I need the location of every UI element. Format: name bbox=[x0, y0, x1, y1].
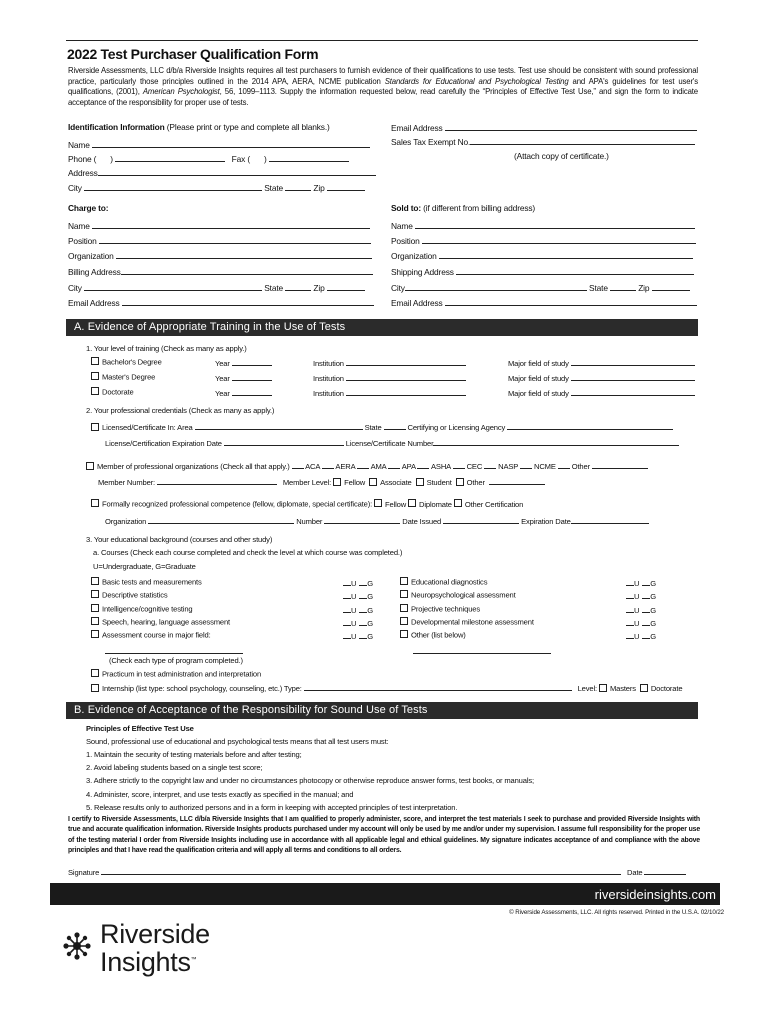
level-option[interactable]: Student bbox=[416, 478, 456, 487]
institution-field[interactable]: Institution bbox=[313, 372, 466, 383]
course-level[interactable]: U G bbox=[626, 577, 656, 588]
logo-wordmark: Riverside Insights™ bbox=[100, 919, 210, 977]
formal-option[interactable]: Other Certification bbox=[454, 500, 523, 509]
course-level[interactable]: U G bbox=[343, 630, 373, 641]
other-list-line[interactable] bbox=[413, 645, 551, 656]
charge-email-field[interactable]: Email Address bbox=[68, 297, 374, 308]
id-phone-field[interactable]: Phone ( ) Fax ( ) bbox=[68, 153, 349, 164]
checkbox[interactable] bbox=[454, 499, 462, 507]
charge-city-field[interactable]: City State Zip bbox=[68, 282, 365, 293]
certification-statement: I certify to Riverside Assessments, LLC d/b/a Riverside Insights that I am qualified to properly administer, score, and interpret the test materials I seek to purchase and provided Riverside Insights with true and accurate qualification information. Riverside Insights products purchased under my account will only be used by me and/or under my supervision. I assume full responsibility for the proper use of the testing material I order from Riverside Insights including use in accordance with all applicable legal and ethical guidelines. My signature indicates acceptance of and compliance with the above principles and that I have read the qualification criteria and will apply all terms and conditions to all orders. bbox=[68, 816, 700, 854]
checkbox[interactable] bbox=[86, 462, 94, 470]
copyright: © Riverside Assessments, LLC. All rights reserved. Printed in the U.S.A. 02/10/22 bbox=[509, 909, 724, 916]
course-level[interactable]: U G bbox=[626, 604, 656, 615]
course-item[interactable]: Other (list below) bbox=[400, 630, 466, 640]
org-option[interactable]: AMA bbox=[357, 462, 388, 471]
course-level[interactable]: U G bbox=[626, 590, 656, 601]
level-other-line[interactable] bbox=[489, 478, 545, 487]
principle-item: 5. Release results only to authorized persons and in a form in keeping with accepted principles of test interpretation. bbox=[86, 802, 458, 812]
member-orgs-field[interactable]: Member of professional organizations (Check all that apply.) ACA AERA AMA APA ASHA CEC NASP NCME Other bbox=[86, 460, 648, 471]
checkbox[interactable] bbox=[91, 387, 99, 395]
org-option[interactable]: NASP bbox=[484, 462, 520, 471]
assessment-major-line[interactable] bbox=[105, 645, 243, 656]
q3-label: 3. Your educational background (courses and other study) bbox=[86, 535, 273, 544]
member-number-field[interactable]: Member Number: Member Level: Fellow Associate Student Other bbox=[98, 476, 545, 487]
major-field[interactable]: Major field of study bbox=[508, 357, 695, 368]
checkbox[interactable] bbox=[408, 499, 416, 507]
course-item[interactable]: Basic tests and measurements bbox=[91, 577, 202, 587]
sold-organization-field[interactable]: Organization bbox=[391, 250, 693, 261]
form-title: 2022 Test Purchaser Qualification Form bbox=[67, 46, 319, 62]
id-email-field[interactable]: Email Address bbox=[391, 122, 697, 133]
principles-heading: Principles of Effective Test Use bbox=[86, 724, 194, 733]
checkbox[interactable] bbox=[91, 357, 99, 365]
checkbox[interactable] bbox=[400, 630, 408, 638]
checkbox[interactable] bbox=[91, 630, 99, 638]
major-field[interactable]: Major field of study bbox=[508, 387, 695, 398]
org-option[interactable]: NCME bbox=[520, 462, 558, 471]
checkbox[interactable] bbox=[400, 604, 408, 612]
expiration-field[interactable]: License/Certification Expiration Date License/Certificate Number bbox=[105, 437, 679, 448]
top-rule bbox=[66, 40, 698, 41]
intro-paragraph: Riverside Assessments, LLC d/b/a Riverside Insights requires all test purchasers to furnish evidence of their qualifications to use tests. Test use should be consistent with sound professional practice, particularly those principles outlined in the 2014 APA, AERA, NCME publication Standards for Educational and Psychological Testing and APA's guidelines for test user's qualifications, (2001), American Psychologist, 56, 1099–1113. Supply the information requested below, read carefully the “Principles of Effective Test Use,” and sign the form to indicate acceptance of the responsibility for proper use of tests. bbox=[68, 66, 698, 107]
checkbox[interactable] bbox=[91, 604, 99, 612]
org-option[interactable]: AERA bbox=[322, 462, 357, 471]
institution-field[interactable]: Institution bbox=[313, 357, 466, 368]
level-option[interactable]: Other bbox=[456, 478, 489, 487]
checkbox[interactable] bbox=[333, 478, 341, 486]
identification-heading: Identification Information (Please print or type and complete all blanks.) bbox=[68, 122, 330, 132]
charge-name-field[interactable]: Name bbox=[68, 220, 370, 231]
checkbox[interactable] bbox=[91, 499, 99, 507]
riverside-logo-icon bbox=[62, 931, 92, 961]
section-b-header: B. Evidence of Acceptance of the Responsibility for Sound Use of Tests bbox=[66, 702, 698, 719]
checkbox[interactable] bbox=[416, 478, 424, 486]
principle-item: 2. Avoid labeling students based on a single test score; bbox=[86, 763, 263, 773]
year-field[interactable]: Year bbox=[215, 387, 272, 398]
checkbox[interactable] bbox=[369, 478, 377, 486]
major-field[interactable]: Major field of study bbox=[508, 372, 695, 383]
course-level[interactable]: U G bbox=[343, 617, 373, 628]
course-level[interactable]: U G bbox=[343, 604, 373, 615]
footer-url[interactable]: riversideinsights.com bbox=[594, 887, 716, 902]
year-field[interactable]: Year bbox=[215, 357, 272, 368]
principle-item: 3. Adhere strictly to the copyright law and under no circumstances photocopy or otherwise reproduce answer forms, test books, or manuals; bbox=[86, 776, 534, 786]
org-option[interactable]: Other bbox=[558, 462, 592, 471]
checkbox[interactable] bbox=[91, 577, 99, 585]
course-item[interactable]: Projective techniques bbox=[400, 604, 480, 614]
formal-organization-field[interactable]: Organization Number Date Issued Expiration Date bbox=[105, 515, 649, 526]
charge-billing-field[interactable]: Billing Address bbox=[68, 266, 373, 277]
q3a-label: a. Courses (Check each course completed and check the level at which course was completed.) bbox=[93, 548, 403, 557]
org-option[interactable]: ACA bbox=[292, 462, 322, 471]
level-option[interactable]: Associate bbox=[369, 478, 416, 487]
org-option[interactable]: CEC bbox=[453, 462, 485, 471]
checkbox[interactable] bbox=[91, 423, 99, 431]
checkbox[interactable] bbox=[400, 590, 408, 598]
degree-doctorate[interactable]: Doctorate bbox=[91, 387, 134, 397]
course-item[interactable]: Intelligence/cognitive testing bbox=[91, 604, 192, 614]
checkbox[interactable] bbox=[91, 669, 99, 677]
internship-item[interactable]: Internship (list type: school psychology, counseling, etc.) Type: Level: Masters Doctorate bbox=[91, 682, 682, 693]
sold-position-field[interactable]: Position bbox=[391, 235, 696, 246]
checkbox[interactable] bbox=[91, 590, 99, 598]
licensed-field[interactable]: Licensed/Certificate In: Area State Certifying or Licensing Agency bbox=[91, 421, 673, 432]
principle-item: 1. Maintain the security of testing materials before and after testing; bbox=[86, 750, 302, 759]
course-item[interactable]: Neuropsychological assessment bbox=[400, 590, 516, 600]
checkbox[interactable] bbox=[400, 617, 408, 625]
sold-email-field[interactable]: Email Address bbox=[391, 297, 697, 308]
degree-master[interactable]: Master's Degree bbox=[91, 372, 155, 382]
sold-heading: Sold to: (if different from billing address) bbox=[391, 203, 536, 213]
attach-note: (Attach copy of certificate.) bbox=[514, 151, 609, 161]
course-item[interactable]: Descriptive statistics bbox=[91, 590, 167, 600]
section-a-header: A. Evidence of Appropriate Training in the Use of Tests bbox=[66, 319, 698, 336]
id-tax-field[interactable]: Sales Tax Exempt No. bbox=[391, 136, 695, 147]
course-item[interactable]: Educational diagnostics bbox=[400, 577, 487, 587]
principle-item: 4. Administer, score, interpret, and use tests exactly as specified in the manual; and bbox=[86, 789, 354, 799]
course-level[interactable]: U G bbox=[626, 617, 656, 628]
sold-name-field[interactable]: Name bbox=[391, 220, 695, 231]
org-option[interactable]: ASHA bbox=[417, 462, 452, 471]
institution-field[interactable]: Institution bbox=[313, 387, 466, 398]
checkbox[interactable] bbox=[400, 577, 408, 585]
charge-heading: Charge to: bbox=[68, 203, 109, 213]
id-address-field[interactable]: Address bbox=[68, 167, 376, 178]
checkbox[interactable] bbox=[599, 684, 607, 692]
checkbox[interactable] bbox=[91, 684, 99, 692]
checkbox[interactable] bbox=[456, 478, 464, 486]
checkbox[interactable] bbox=[91, 372, 99, 380]
signature-field[interactable]: Signature Date bbox=[68, 866, 686, 877]
course-level[interactable]: U G bbox=[626, 630, 656, 641]
formal-option[interactable]: Diplomate bbox=[408, 500, 454, 509]
charge-organization-field[interactable]: Organization bbox=[68, 250, 372, 261]
checkbox[interactable] bbox=[374, 499, 382, 507]
org-other-line[interactable] bbox=[592, 462, 648, 471]
formal-competence-field[interactable]: Formally recognized professional competence (fellow, diplomate, special certificate): Fellow Diplomate Other Certification bbox=[91, 499, 523, 509]
course-item[interactable]: Assessment course in major field: bbox=[91, 630, 211, 640]
degree-bachelor[interactable]: Bachelor's Degree bbox=[91, 357, 162, 367]
charge-position-field[interactable]: Position bbox=[68, 235, 371, 246]
id-city-field[interactable]: City State Zip bbox=[68, 182, 365, 193]
level-option[interactable]: Fellow bbox=[333, 478, 369, 487]
year-field[interactable]: Year bbox=[215, 372, 272, 383]
checkbox[interactable] bbox=[640, 684, 648, 692]
practicum-item[interactable]: Practicum in test administration and interpretation bbox=[91, 669, 261, 679]
ug-legend: U=Undergraduate, G=Graduate bbox=[93, 562, 196, 571]
q1-label: 1. Your level of training (Check as many as apply.) bbox=[86, 344, 247, 353]
formal-option[interactable]: Fellow bbox=[374, 500, 408, 509]
org-option[interactable]: APA bbox=[388, 462, 417, 471]
course-level[interactable]: U G bbox=[343, 590, 373, 601]
principles-intro: Sound, professional use of educational and psychological tests means that all test users must: bbox=[86, 737, 389, 746]
checkbox[interactable] bbox=[91, 617, 99, 625]
course-item[interactable]: Developmental milestone assessment bbox=[400, 617, 534, 627]
course-level[interactable]: U G bbox=[343, 577, 373, 588]
id-name-field[interactable]: Name bbox=[68, 139, 370, 150]
sold-shipping-field[interactable]: Shipping Address bbox=[391, 266, 694, 277]
sold-city-field[interactable]: City State Zip bbox=[391, 282, 690, 293]
q2-label: 2. Your professional credentials (Check as many as apply.) bbox=[86, 406, 275, 415]
course-item[interactable]: Speech, hearing, language assessment bbox=[91, 617, 230, 627]
program-note: (Check each type of program completed.) bbox=[109, 656, 243, 665]
